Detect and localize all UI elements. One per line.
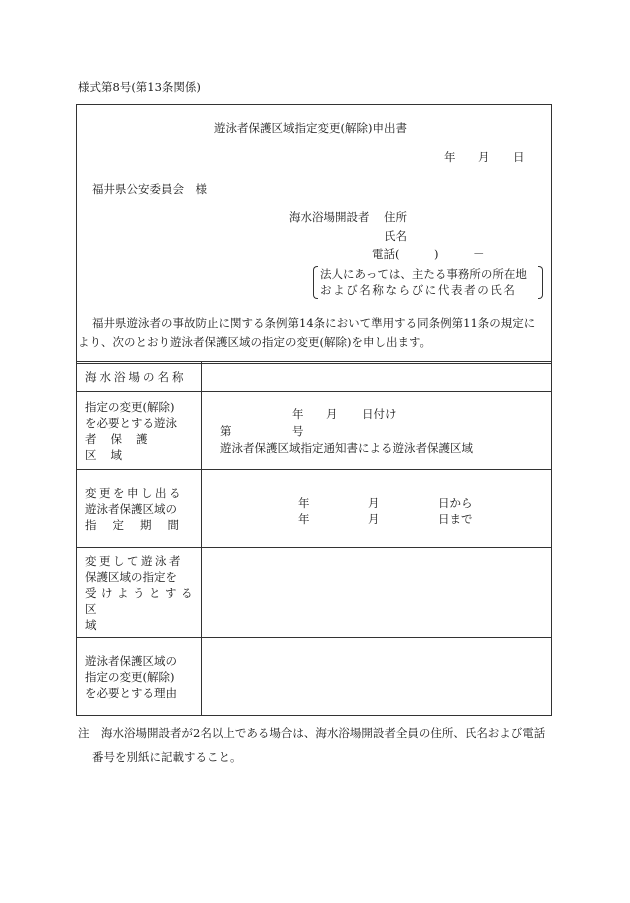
- row-beach-name: [77, 362, 552, 392]
- target-date-year: 年: [292, 407, 304, 421]
- period-to-month: 月: [368, 512, 380, 526]
- area-value-cell[interactable]: [202, 548, 552, 638]
- applicant-phone-label: 電話( ) －: [372, 247, 485, 261]
- addressee: 福井県公安委員会 様: [92, 182, 207, 196]
- note-line1: 注 海水浴場開設者が2名以上である場合は、海水浴場開設者全員の住所、氏名および電話: [78, 726, 546, 740]
- reason-label-line1: 遊泳者保護区域の: [85, 653, 177, 668]
- applicant-address-label: 住所: [384, 210, 407, 224]
- corp-note-close-brace: [538, 266, 543, 299]
- date-year: 年: [444, 150, 456, 164]
- target-date-month: 月: [326, 407, 338, 421]
- row-period: [77, 470, 552, 548]
- corp-note-line1: 法人にあっては、主たる事務所の所在地: [320, 267, 527, 281]
- form-title: 遊泳者保護区域指定変更(解除)申出書: [214, 121, 407, 135]
- period-from-year: 年: [298, 496, 310, 510]
- target-area-label-line2: を必要とする遊泳: [85, 415, 177, 430]
- area-label-line1: 変更して遊泳者: [85, 553, 183, 568]
- beach-name-value[interactable]: [202, 362, 552, 392]
- corp-note-open-brace: [313, 266, 318, 299]
- target-area-label-line1: 指定の変更(解除): [85, 399, 175, 414]
- target-date-suffix: 日付け: [362, 407, 397, 421]
- area-label-cell: [77, 548, 202, 638]
- target-area-value-cell[interactable]: [202, 392, 552, 470]
- date-month: 月: [478, 150, 490, 164]
- period-from-month: 月: [368, 496, 380, 510]
- body-text-line1: 福井県遊泳者の事故防止に関する条例第14条において準用する同条例第11条の規定に: [92, 316, 536, 330]
- reason-label-line2: 指定の変更(解除): [85, 669, 175, 684]
- reason-label-line3: を必要とする理由: [85, 685, 177, 700]
- period-from-day: 日から: [438, 496, 473, 510]
- area-label-line3: 受けようとする: [85, 585, 197, 600]
- target-number-prefix: 第: [220, 424, 232, 438]
- target-area-label-line3: [85, 431, 173, 463]
- row-target-area: [77, 392, 552, 470]
- applicant-role: 海水浴場開設者: [289, 210, 370, 224]
- period-label-cell: [77, 470, 202, 548]
- applicant-name-label: 氏名: [384, 229, 407, 243]
- row-reason: [77, 638, 552, 716]
- date-day: 日: [513, 150, 525, 164]
- corp-note-line2: および名称ならびに代表者の氏名: [320, 283, 517, 297]
- period-value-cell[interactable]: [202, 470, 552, 548]
- period-label-line2: 遊泳者保護区域の: [85, 501, 177, 516]
- target-number-suffix: 号: [292, 424, 304, 438]
- body-text-line2: より、次のとおり遊泳者保護区域の指定の変更(解除)を申し出ます。: [78, 335, 432, 349]
- beach-name-label-cell: [77, 362, 202, 392]
- target-area-label-line3-text: 者保護区域: [85, 431, 162, 462]
- target-notice-text: 遊泳者保護区域指定通知書による遊泳者保護区域: [220, 441, 473, 455]
- period-to-year: 年: [298, 512, 310, 526]
- application-table: [76, 361, 552, 716]
- period-label-line1: 変更を申し出る: [85, 485, 183, 500]
- note-line2: 番号を別紙に記載すること。: [92, 750, 242, 764]
- target-area-label-cell: [77, 392, 202, 470]
- reason-label-cell: [77, 638, 202, 716]
- row-area: [77, 548, 552, 638]
- area-label-line4: 区域: [85, 601, 165, 632]
- period-to-day: 日まで: [438, 512, 473, 526]
- period-label-line3: 指定期間: [85, 517, 195, 532]
- beach-name-label: 海水浴場の名称: [85, 369, 187, 384]
- reason-value-cell[interactable]: [202, 638, 552, 716]
- form-number: 様式第8号(第13条関係): [78, 80, 201, 94]
- area-label-line2: 保護区域の指定を: [85, 569, 177, 584]
